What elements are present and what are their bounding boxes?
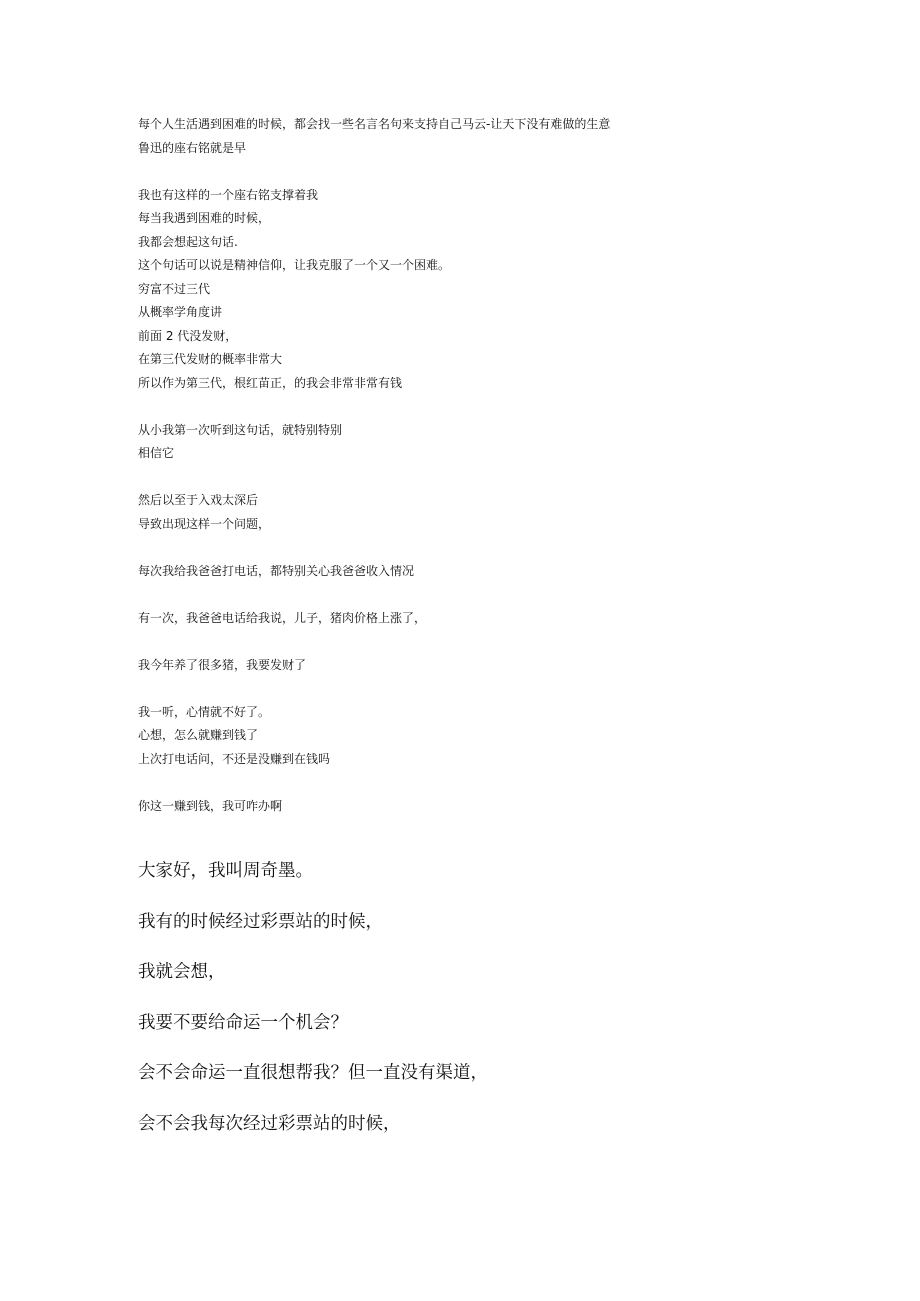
blank-line bbox=[138, 677, 898, 701]
text-line: 有一次，我爸爸电话给我说，儿子，猪肉价格上涨了， bbox=[138, 610, 427, 625]
text-line-large: 我就会想， bbox=[138, 962, 226, 982]
blank-line bbox=[138, 630, 898, 654]
text-line: 鲁迅的座右铭就是早 bbox=[138, 140, 247, 155]
text-line: 导致出现这样一个问题， bbox=[138, 516, 271, 531]
body-text-small bbox=[138, 113, 898, 818]
text-line: 在第三代发财的概率非常大 bbox=[138, 352, 283, 366]
text-line-large: 我要不要给命运一个机会？ bbox=[138, 1012, 348, 1033]
blank-line bbox=[138, 771, 898, 795]
text-line: 然后以至于入戏太深后 bbox=[138, 493, 259, 507]
blank-line bbox=[138, 536, 898, 560]
text-line: 我也有这样的一个座右铭支撑着我 bbox=[138, 187, 319, 202]
text-line: 从小我第一次听到这句话，就特别特别 bbox=[138, 422, 343, 437]
text-line: 我都会想起这句话. bbox=[138, 234, 238, 249]
text-line: 每个人生活遇到困难的时候，都会找一些名言名句来支持自己马云-让天下没有难做的生意 bbox=[138, 117, 611, 131]
text-line: 我今年养了很多猪，我要发财了 bbox=[138, 657, 307, 672]
text-line-large: 会不会命运一直很想帮我？但一直没有渠道， bbox=[138, 1063, 488, 1083]
blank-line bbox=[138, 583, 898, 607]
body-text-large bbox=[138, 858, 898, 1161]
blank-line bbox=[138, 466, 898, 490]
text-line: 你这一赚到钱，我可咋办啊 bbox=[138, 798, 283, 813]
blank-line bbox=[138, 395, 898, 419]
text-line: 穷富不过三代 bbox=[138, 281, 211, 296]
text-line: 心想，怎么就赚到钱了 bbox=[138, 728, 259, 742]
text-line: 从概率学角度讲 bbox=[138, 305, 223, 319]
text-line: 每次我给我爸爸打电话，都特别关心我爸爸收入情况 bbox=[138, 563, 415, 578]
text-line: 我一听，心情就不好了。 bbox=[138, 704, 271, 719]
text-line: 相信它 bbox=[138, 446, 175, 460]
text-line-large: 大家好，我叫周奇墨。 bbox=[138, 861, 313, 881]
blank-line bbox=[138, 160, 898, 184]
text-line: 这个句话可以说是精神信仰，让我克服了一个又一个困难。 bbox=[138, 258, 451, 272]
text-line-large: 会不会我每次经过彩票站的时候， bbox=[138, 1113, 401, 1134]
text-line: 每当我遇到困难的时候， bbox=[138, 211, 271, 225]
text-line: 前面 2 代没发财， bbox=[138, 328, 238, 343]
text-line: 所以作为第三代，根红苗正，的我会非常非常有钱 bbox=[138, 375, 403, 390]
text-line: 上次打电话问，不还是没赚到在钱吗 bbox=[138, 751, 331, 766]
text-line-large: 我有的时候经过彩票站的时候， bbox=[138, 911, 383, 932]
